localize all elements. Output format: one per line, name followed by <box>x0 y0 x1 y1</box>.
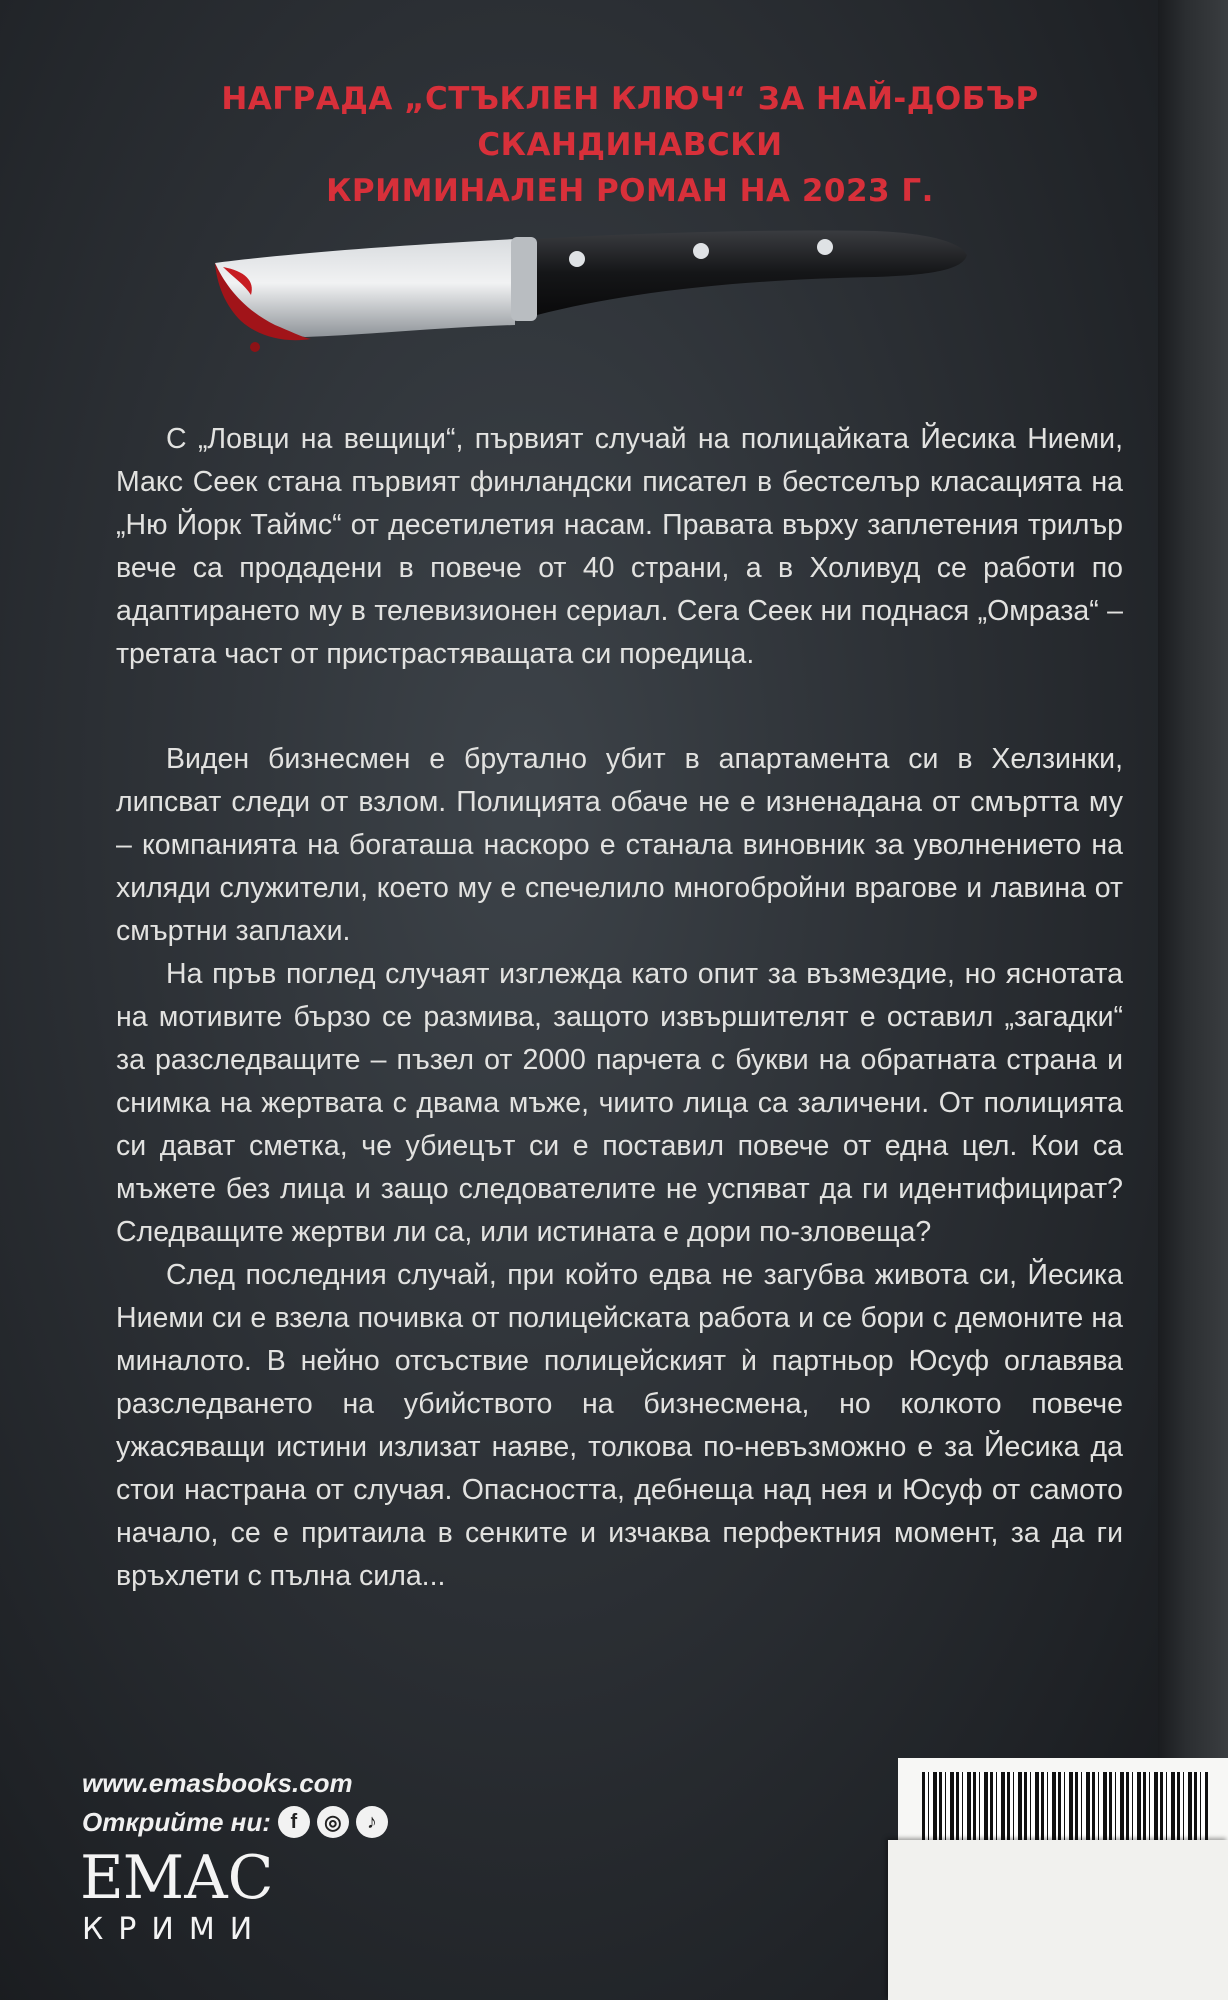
publisher-website[interactable]: www.emasbooks.com <box>82 1768 353 1798</box>
award-line-1: НАГРАДА „СТЪКЛЕН КЛЮЧ“ ЗА НАЙ-ДОБЪР СКАНДИНАВСКИ <box>221 81 1039 163</box>
blurb-paragraph: На пръв поглед случаят изглежда като опит за възмездие, но яснотата на мотивите бързо се размива, защото извършителят е оставил „загадки“ за разследващите – пъзел от 2000 парчета с букви на обратната страна и снимка на жертвата с двама мъже, чиито лица са заличени. От полицията си дават сметка, че убиецът си е поставил повече от една цел. Кои са мъжете без лица и защо следователите не успяват да ги идентифицират? Следващите жертви ли са, или истината е дори по-зловеща? <box>116 958 1123 1248</box>
award-line-2: КРИМИНАЛЕН РОМАН НА 2023 Г. <box>326 173 934 209</box>
blurb-paragraph: След последния случай, при който едва не загубва живота си, Йесика Ниеми си е взела почивка от полицейската работа и се бори с демоните на миналото. В нейно отсъствие полицейският ѝ партньор Юсуф оглавява разследването на убийството на бизнесмена, но колкото повече ужасяващи истини излизат наяве, толкова по-невъзможно е за Йесика да стои настрана от случая. Опасността, дебнеща над нея и Юсуф от самото начало, се е притаила в сенките и изчаква перфектния момент, за да ги връхлети с пълна сила... <box>116 1259 1123 1592</box>
bloody-knife-image <box>215 225 970 355</box>
publisher-logo: ЕМАС <box>80 1843 273 1913</box>
follow-us <box>82 1806 388 1838</box>
blurb-text <box>116 418 1123 1598</box>
book-spine-edge <box>1158 0 1228 2000</box>
follow-label: Открийте ни: <box>82 1806 271 1837</box>
award-banner <box>150 76 1110 214</box>
tiktok-icon[interactable]: ♪ <box>356 1806 388 1838</box>
blurb-paragraph: Виден бизнесмен е брутално убит в апартамента си в Хелзинки, липсват следи от взлом. Полицията обаче не е изненадана от смъртта му – компанията на богаташа наскоро е станала виновник за уволнението на хиляди служители, което му е спечелило многобройни врагове и лавина от смъртни заплахи. <box>116 743 1123 947</box>
instagram-icon[interactable]: ◎ <box>317 1806 349 1838</box>
price-sticker <box>888 1840 1228 2000</box>
publisher-imprint: КРИМИ <box>82 1912 268 1947</box>
facebook-icon[interactable]: f <box>278 1806 310 1838</box>
blurb-paragraph: С „Ловци на вещици“, първият случай на полицайката Йесика Ниеми, Макс Сеек стана първият финландски писател в бестселър класацията на „Ню Йорк Таймс“ от десетилетия насам. Правата върху заплетения трилър вече са продадени в повече от 40 страни, а в Холивуд се работи по адаптирането му в телевизионен сериал. Сега Сеек ни поднася „Омраза“ – третата част от пристрастяващата си поредица. <box>116 423 1123 670</box>
